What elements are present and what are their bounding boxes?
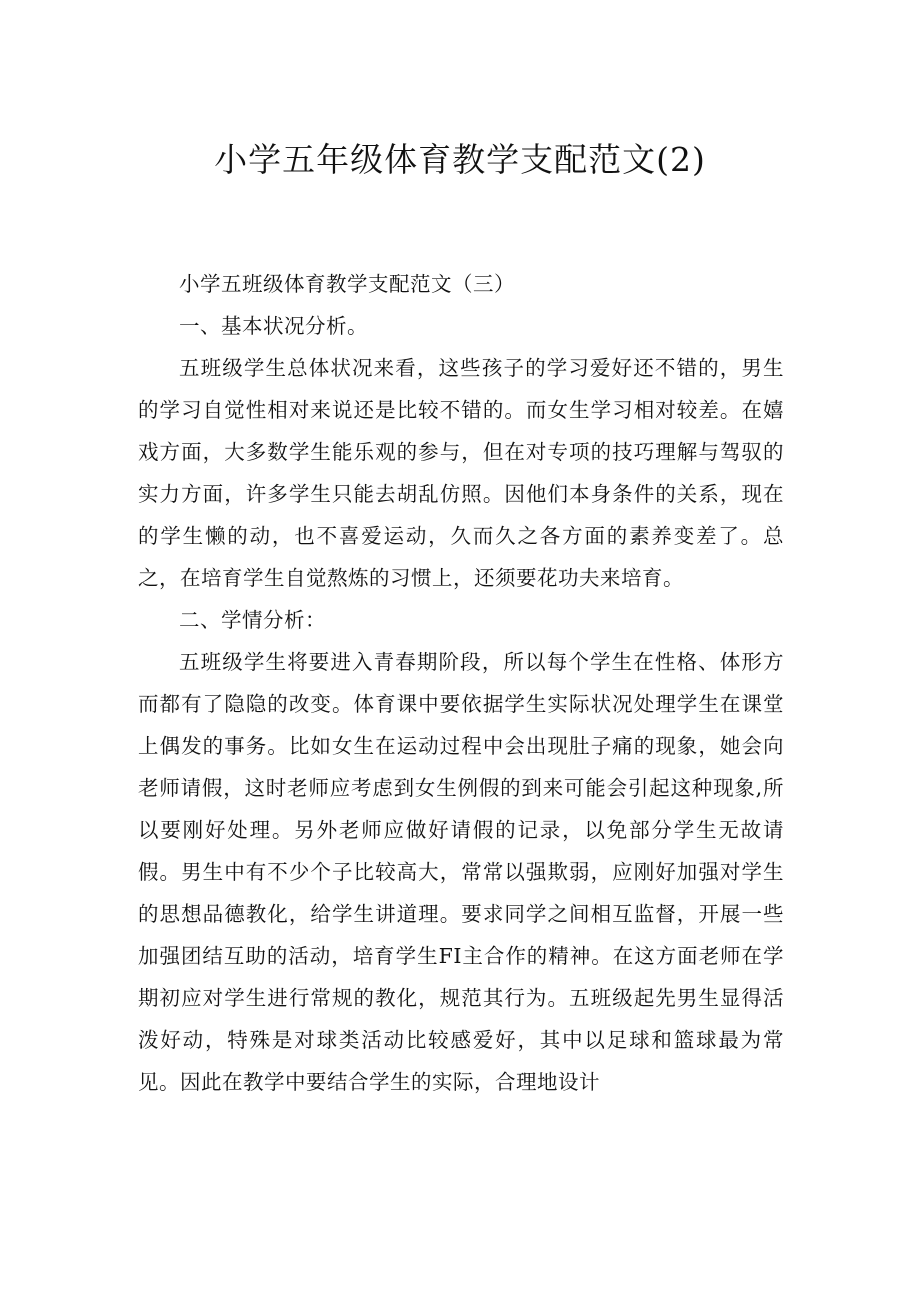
basic-analysis-paragraph: 五班级学生总体状况来看，这些孩子的学习爱好还不错的，男生的学习自觉性相对来说还是比较不错的。而女生学习相对较差。在嬉戏方面，大多数学生能乐观的参与，但在对专项的技巧理解与驾驭的实力方面，许多学生只能去胡乱仿照。因他们本身条件的关系，现在的学生懒的动，也不喜爱运动，久而久之各方面的素养变差了。总之，在培育学生自觉熬炼的习惯上，还须要花功夫来培育。 — [138, 356, 784, 590]
document-body — [138, 263, 784, 1103]
subtitle-paragraph: 小学五班级体育教学支配范文（三） — [179, 272, 515, 296]
section-heading-student-analysis: 二、学情分析： — [179, 608, 326, 632]
student-analysis-paragraph: 五班级学生将要进入青春期阶段，所以每个学生在性格、体形方而都有了隐隐的改变。体育课中要依据学生实际状况处理学生在课堂上偶发的事务。比如女生在运动过程中会出现肚子痛的现象，她会向老师请假，这时老师应考虑到女生例假的到来可能会引起这种现象,所以要刚好处理。另外老师应做好请假的记录，以免部分学生无故请假。男生中有不少个子比较高大，常常以强欺弱，应刚好加强对学生的思想品德教化，给学生讲道理。要求同学之间相互监督，开展一些加强团结互助的活动，培育学生FI主合作的精神。在这方面老师在学期初应对学生进行常规的教化，规范其行为。五班级起先男生显得活泼好动，特殊是对球类活动比较感爱好，其中以足球和篮球最为常见。因此在教学中要结合学生的实际，合理地设计 — [138, 650, 784, 1094]
document-title: 小学五年级体育教学支配范文(2) — [214, 140, 706, 179]
section-heading-basic-analysis: 一、基本状况分析。 — [179, 314, 368, 338]
